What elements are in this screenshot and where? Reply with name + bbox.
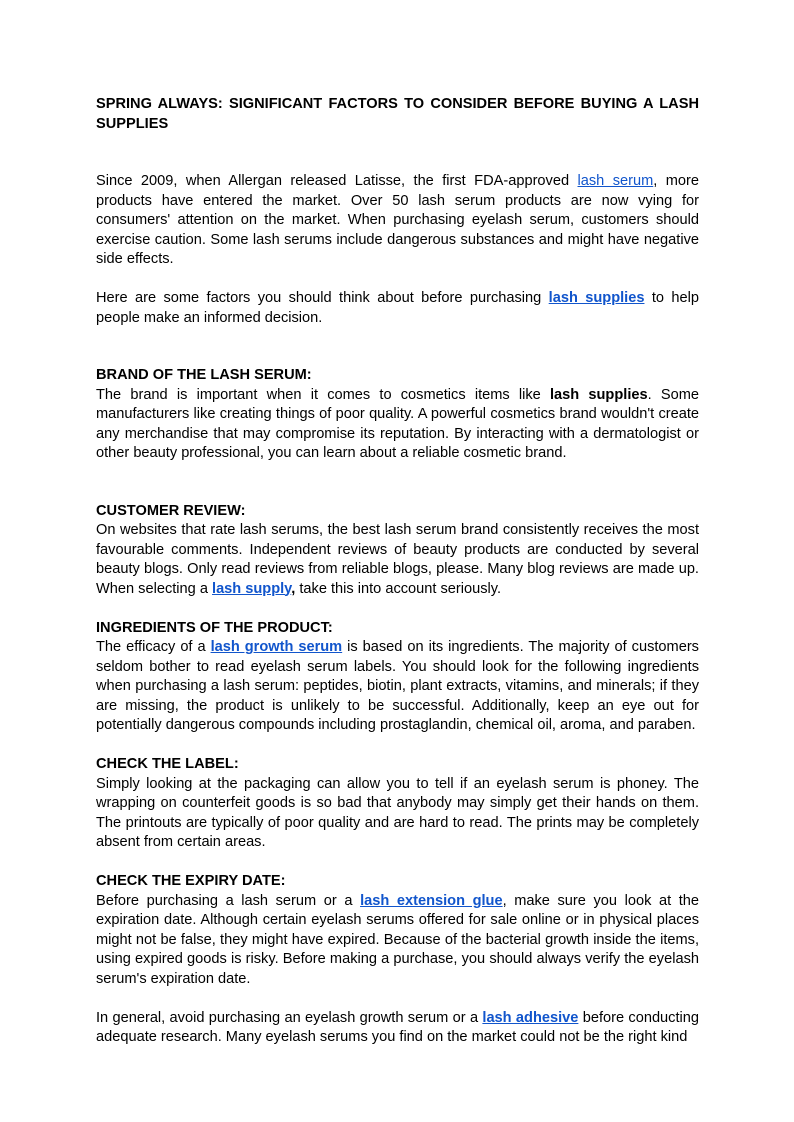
expiry-paragraph [96,892,699,990]
general-paragraph [96,1009,699,1048]
review-text-b: take this into account seriously. [295,580,502,597]
review-paragraph [96,521,699,599]
ingredients-text-b: is based on its ingredients. The majority of customers seldom bother to read eyelash serum labels. You should look for the following ingredients when purchasing a lash serum: peptides, biotin, plant extracts, vitamins, and minerals; if they are missing, the product is unlikely to be successful. Additionally, keep an eye out for potentially dangerous compounds including prostaglandin, chemical oil, aroma, and paraben. [96,639,699,733]
intro-text-2a: Here are some factors you should think about before purchasing [96,290,549,306]
expiry-text-b: , make sure you look at the expiration date. Although certain eyelash serums offered for sale online or in physical places might not be false, they might have expired. Because of the bacterial growth inside the items, using expired goods is risky. Before making a purchase, you should always verify the eyelash serum's expiration date. [96,892,700,987]
general-text-a: In general, avoid purchasing an eyelash growth serum or a [96,1009,483,1026]
intro-paragraph-2 [96,289,699,328]
intro-text-1a: Since 2009, when Allergan released Latisse, the first FDA-approved [96,173,578,189]
brand-bold-text: lash supplies [550,386,648,403]
review-text-a: On websites that rate lash serums, the best lash serum brand consistently receives the most favourable comments. Independent reviews of beauty products are conducted by several beauty blogs. Only read reviews from reliable blogs, please. Many blog reviews are made up. When selecting a [96,522,699,597]
review-heading: CUSTOMER REVIEW: [96,502,246,519]
ingredients-text-a: The efficacy of a [96,639,211,655]
intro-paragraph-1 [96,172,699,270]
lash-supplies-link[interactable]: lash supplies [548,290,645,306]
document-title: SPRING ALWAYS: SIGNIFICANT FACTORS TO CONSIDER BEFORE BUYING A LASH SUPPLIES [96,96,699,132]
lash-adhesive-link[interactable]: lash adhesive [482,1009,579,1026]
expiry-text-a: Before purchasing a lash serum or a [96,892,361,909]
brand-paragraph [96,386,699,464]
general-text-b: before conducting adequate research. Many eyelash serums you find on the market could not be the right kind [96,1009,700,1045]
lash-extension-glue-link[interactable]: lash extension glue [360,892,503,909]
intro-text-1b: , more products have entered the market. Over 50 lash serum products are now vying for consumers' attention on the market. When purchasing eyelash serum, customers should exercise caution. Some lash serums include dangerous substances and might have negative side effects. [96,173,700,267]
brand-text-a: The brand is important when it comes to cosmetics items like [96,386,550,403]
brand-heading: BRAND OF THE LASH SERUM: [96,367,312,383]
lash-growth-serum-link[interactable]: lash growth serum [210,639,343,655]
label-paragraph: Simply looking at the packaging can allow you to tell if an eyelash serum is phoney. The wrapping on counterfeit goods is so bad that anybody may simply get their hands on them. The printouts are typically of poor quality and are hard to read. The prints may be completely absent from certain areas. [96,775,699,850]
label-heading: CHECK THE LABEL: [96,756,239,772]
ingredients-paragraph [96,638,699,736]
lash-serum-link[interactable]: lash serum [577,173,654,189]
intro-text-2b: to help people make an informed decision. [96,290,699,326]
expiry-heading: CHECK THE EXPIRY DATE: [96,873,286,889]
ingredients-heading: INGREDIENTS OF THE PRODUCT: [96,619,333,636]
document-page [96,88,699,1048]
review-comma: , [291,580,296,597]
lash-supply-link[interactable]: lash supply [212,580,292,597]
brand-text-b: . Some manufacturers like creating things of poor quality. A powerful cosmetics brand wouldn't create any merchandise that may compromise its reputation. By interacting with a dermatologist or other beauty professional, you can learn about a reliable cosmetic brand. [96,386,699,461]
